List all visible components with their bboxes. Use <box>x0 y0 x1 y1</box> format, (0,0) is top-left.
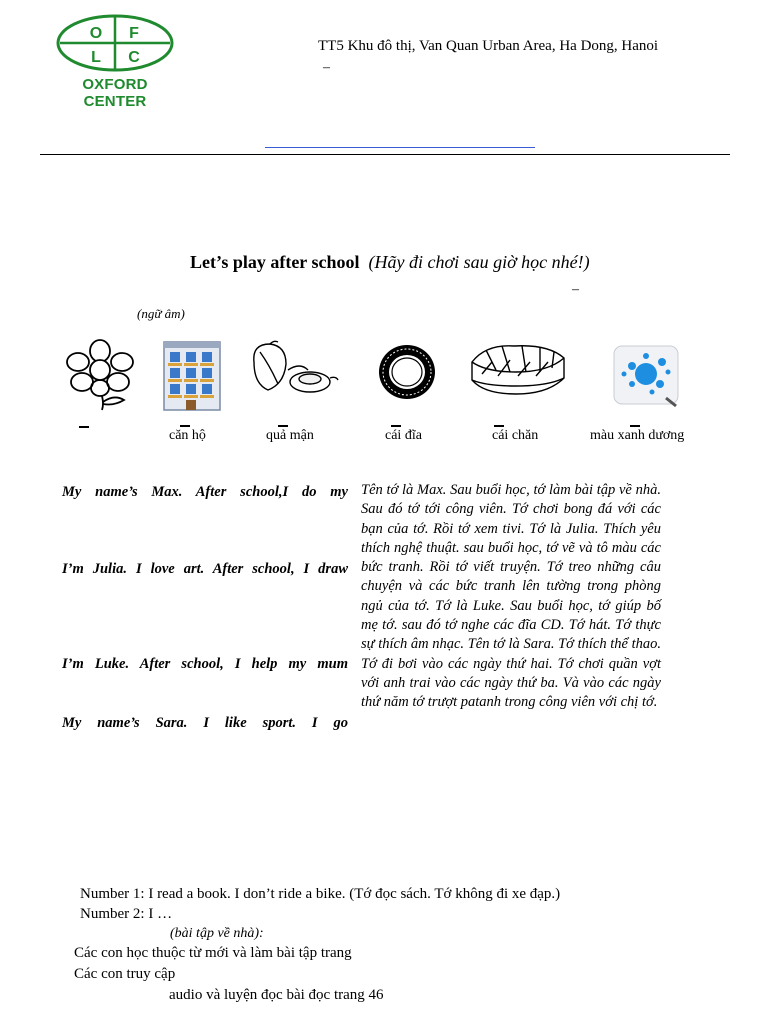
logo-letter-f: F <box>129 25 139 42</box>
logo-letter-c: C <box>128 49 140 66</box>
reading-line-max: My name’s Max. After school,I do my <box>62 484 348 500</box>
phonetics-label: (ngữ âm) <box>137 306 185 321</box>
macron-mark <box>630 425 640 427</box>
logo-name: OXFORD CENTER <box>82 76 148 110</box>
flower-icon <box>62 338 138 417</box>
exercise-number-2: Number 2: I … <box>80 906 173 922</box>
vocab-label-plate: cái đĩa <box>385 428 422 443</box>
center-address: TT5 Khu đô thị, Van Quan Urban Area, Ha Dong, Hanoi <box>318 38 659 54</box>
homework-label: (bài tập về nhà): <box>170 926 264 941</box>
logo-letter-l: L <box>91 49 101 66</box>
reading-line-julia: I’m Julia. I love art. After school, I draw <box>62 561 348 577</box>
macron-mark <box>494 425 504 427</box>
exercise-number-1: Number 1: I read a book. I don’t ride a bike. (Tớ đọc sách. Tớ không đi xe đạp.) <box>80 886 561 902</box>
header-divider <box>40 154 730 155</box>
macron-mark <box>278 425 288 427</box>
website-link-underline[interactable] <box>265 147 535 148</box>
macron-mark <box>180 425 190 427</box>
vocab-label-apartment: căn hộ <box>169 428 206 443</box>
blue-paint-splash-icon <box>612 344 682 413</box>
vocab-label-blue: màu xanh dương <box>590 428 685 443</box>
macron-mark <box>391 425 401 427</box>
title-dash: – <box>572 282 579 297</box>
homework-line-1: Các con học thuộc từ mới và làm bài tập trang <box>74 945 352 961</box>
lesson-title-vietnamese: (Hãy đi chơi sau giờ học nhé!) <box>368 252 590 272</box>
vocab-label-plum: quả mận <box>266 428 314 443</box>
blanket-icon <box>466 340 570 403</box>
address-dash: – <box>323 60 330 75</box>
plate-icon <box>376 343 438 406</box>
plum-fruit-icon <box>248 340 340 401</box>
vocab-label-blanket: cái chăn <box>492 428 539 443</box>
logo-letter-o: O <box>89 25 103 42</box>
homework-line-2: Các con truy cập <box>74 966 176 982</box>
lesson-title <box>190 252 590 273</box>
vietnamese-translation: Tên tớ là Max. Sau buổi học, tớ làm bài tập về nhà. Sau đó tớ tới công viên. Tớ chơi bong đá với các bạn của tớ. Rồi tớ xem tivi. Tớ là Julia. Thích yêu thích nghệ thuật. sau buổi học, tớ vẽ và tô màu các bức tranh. Rồi tớ viết truyện. Tớ treo những câu chuyện và các bức tranh lên tường trong phòng ngủ của tớ. Tớ là Luke. Sau buổi học, tớ giúp bố mẹ tớ. sau đó tớ nghe các đĩa CD. Tớ hát. Tớ thực sự thích âm nhạc. Tên tớ là Sara. Tớ thích thể thao. Tớ đi bơi vào các ngày thứ hai. Tớ chơi quần vợt với anh trai vào các ngày thứ ba. Và vào các ngày thứ năm tớ trượt patanh trong công viên với chị tớ. <box>361 482 661 711</box>
macron-mark <box>79 426 89 428</box>
reading-line-sara: My name’s Sara. I like sport. I go <box>62 715 348 731</box>
apartment-building-icon <box>162 340 222 417</box>
homework-line-3: audio và luyện đọc bài đọc trang 46 <box>169 987 384 1003</box>
reading-line-luke: I’m Luke. After school, I help my mum <box>62 656 348 672</box>
lesson-title-english: Let’s play after school <box>190 252 360 272</box>
